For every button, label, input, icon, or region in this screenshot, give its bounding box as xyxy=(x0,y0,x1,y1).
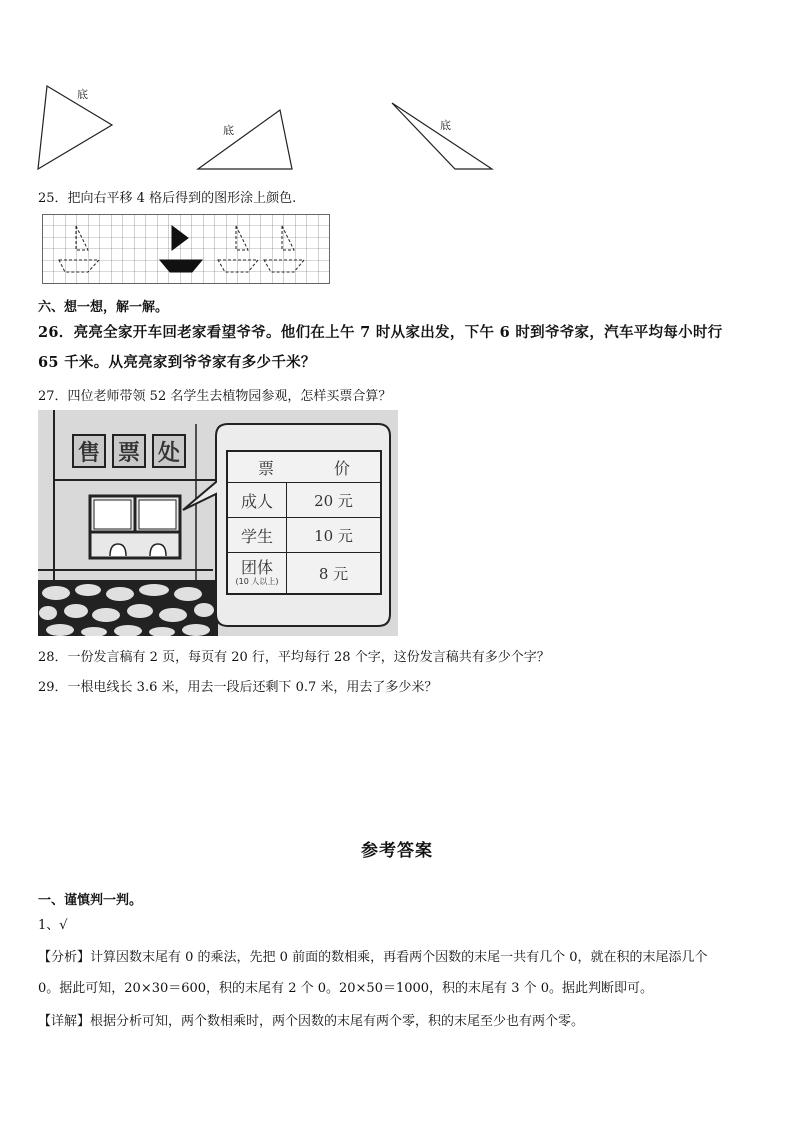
triangle-3 xyxy=(392,103,492,169)
price-row-adult xyxy=(228,483,380,518)
price-row-group xyxy=(228,553,380,593)
answer-key-title: 参考答案 xyxy=(361,841,433,861)
triangles-svg xyxy=(30,80,510,175)
answer-1: 1、√ xyxy=(38,918,68,933)
question-28: 28．一份发言稿有 2 页，每页有 20 行，平均每行 28 个字，这份发言稿共有多少个字？ xyxy=(38,650,550,665)
sign-char-1: 售 xyxy=(77,440,100,466)
ticket-office-illustration xyxy=(38,410,398,636)
sign-char-box-1 xyxy=(72,434,106,468)
row-student-type: 学生 xyxy=(240,526,273,546)
sign-char-box-3 xyxy=(152,434,186,468)
question-26-line-1: 26．亮亮全家开车回老家看望爷爷。他们在上午 7 时从家出发，下午 6 时到爷爷家，汽车平均每小时行 xyxy=(38,324,723,341)
sign-char-2: 票 xyxy=(117,440,140,466)
question-25: 25．把向右平移 4 格后得到的图形涂上颜色. xyxy=(38,191,297,206)
analysis-line-1: 【分析】计算因数末尾有 0 的乘法，先把 0 前面的数相乘，再看两个因数的末尾一共有几个 0，就在积的末尾添几个 xyxy=(38,950,708,965)
price-table xyxy=(226,450,382,595)
price-row-student xyxy=(228,518,380,553)
row-adult-type: 成人 xyxy=(240,491,273,511)
detail-line: 【详解】根据分析可知，两个数相乘时，两个因数的末尾有两个零，积的末尾至少也有两个零。 xyxy=(38,1014,585,1029)
header-price: 价 xyxy=(333,458,350,478)
triangles-figure xyxy=(30,80,510,175)
answer-section-1: 一、谨慎判一判。 xyxy=(38,893,143,908)
sign-char-3: 处 xyxy=(157,440,180,466)
row-adult-price: 20 元 xyxy=(314,491,353,510)
header-ticket: 票 xyxy=(257,458,274,478)
price-table-header xyxy=(228,452,380,483)
row-group-type: 团体 xyxy=(240,558,273,577)
row-student-price: 10 元 xyxy=(314,526,353,545)
section-6-heading: 六、想一想，解一解。 xyxy=(38,300,169,315)
question-29: 29．一根电线长 3.6 米，用去一段后还剩下 0.7 米，用去了多少米？ xyxy=(38,680,438,695)
base-label-1: 底 xyxy=(77,88,88,101)
triangle-1 xyxy=(38,86,112,169)
triangle-2 xyxy=(198,110,292,169)
translation-grid xyxy=(42,214,332,284)
base-label-2: 底 xyxy=(223,124,234,137)
sign-char-box-2 xyxy=(112,434,146,468)
base-label-3: 底 xyxy=(440,119,451,132)
analysis-line-2: 0。据此可知，20×30＝600，积的末尾有 2 个 0。20×50＝1000，积的末尾有 3 个 0。据此判断即可。 xyxy=(38,981,653,996)
ticket-sign xyxy=(72,434,200,468)
question-26-line-2: 65 千米。从亮亮家到爷爷家有多少千米？ xyxy=(38,354,316,371)
question-27: 27．四位老师带领 52 名学生去植物园参观，怎样买票合算？ xyxy=(38,389,392,404)
grid-svg xyxy=(42,214,332,284)
row-group-note: (10 人以上) xyxy=(235,577,279,586)
row-group-price: 8 元 xyxy=(318,564,349,583)
